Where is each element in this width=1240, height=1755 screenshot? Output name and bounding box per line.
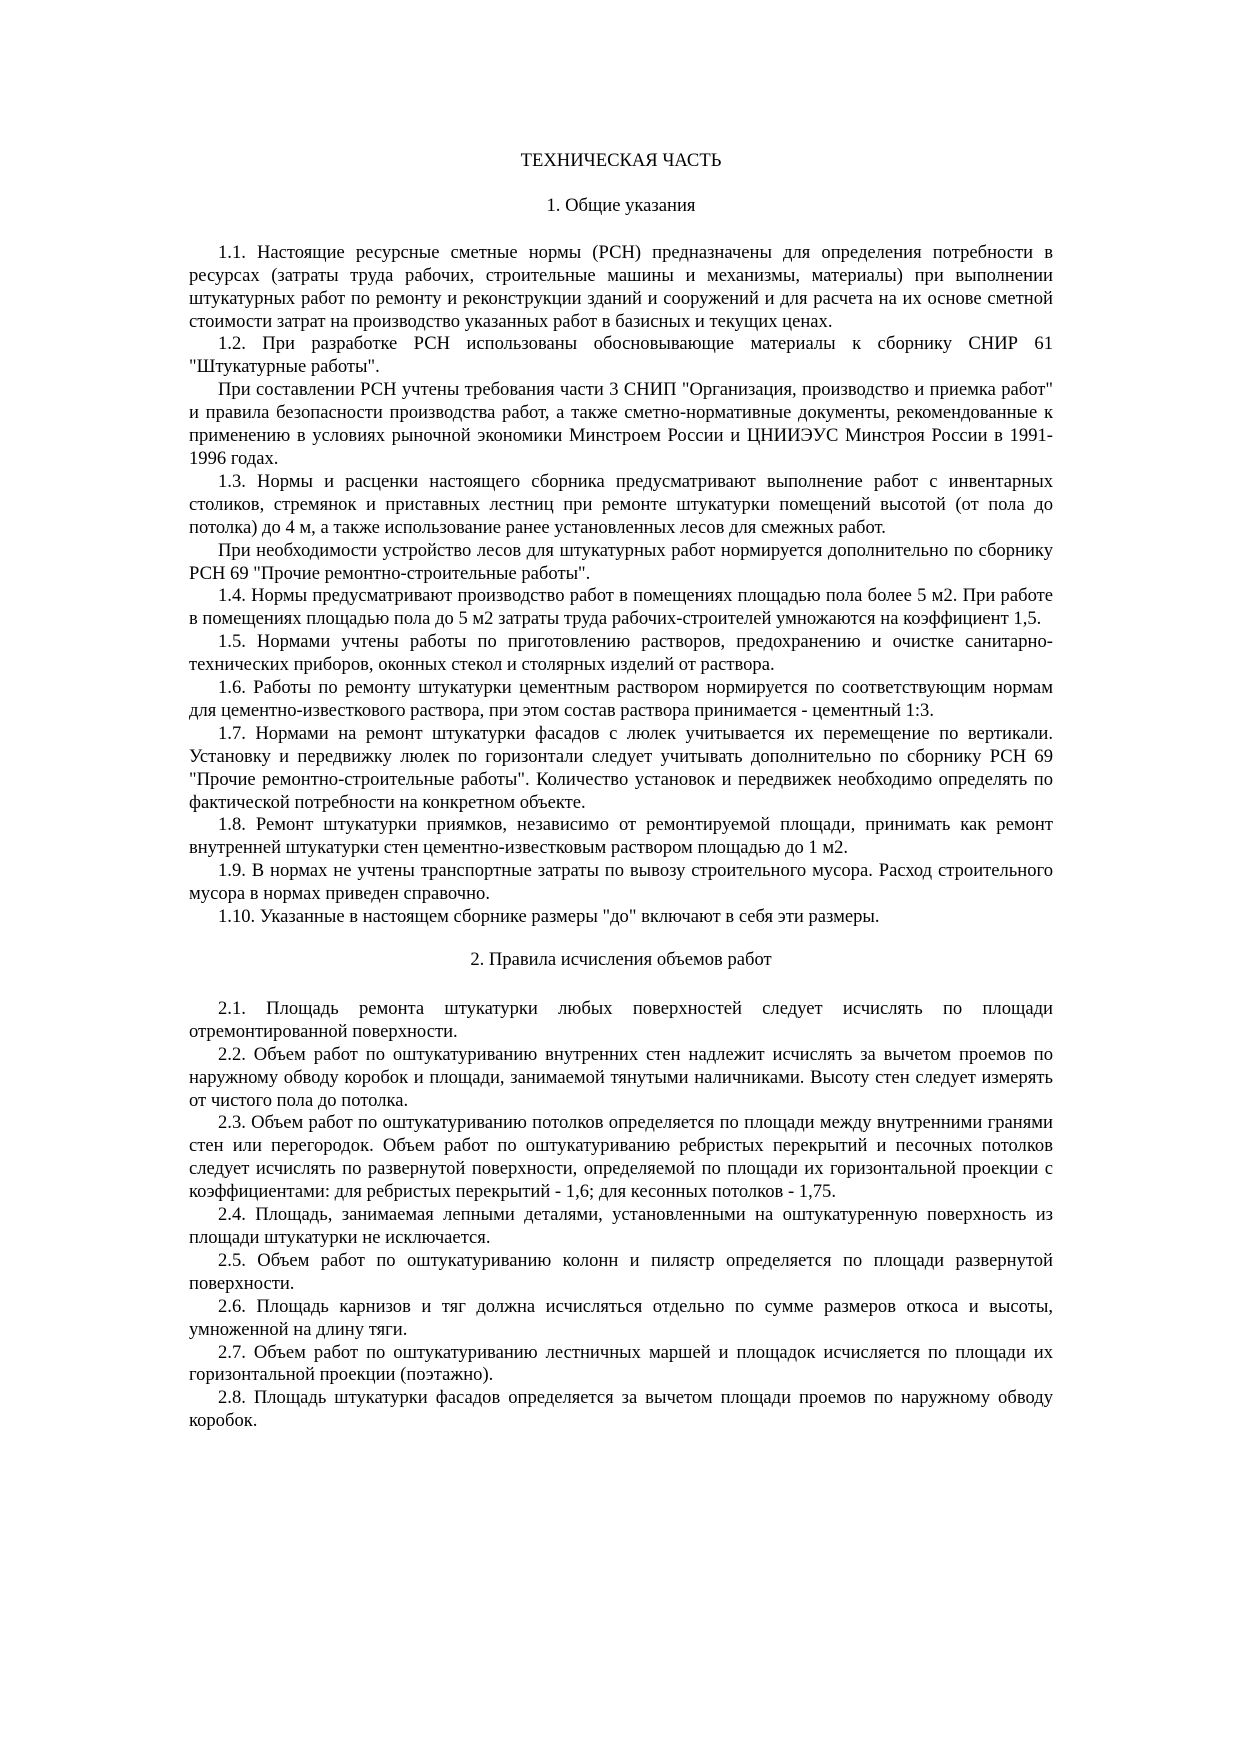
paragraph-1-6: 1.6. Работы по ремонту штукатурки цементным раствором нормируется по соответствующим нормам для цементно-известкового раствора, при этом состав раствора принимается - цементный 1:3.	[189, 677, 1053, 721]
paragraph-1-2: 1.2. При разработке РСН использованы обосновывающие материалы к сборнику СНИР 61 "Штукатурные работы".	[189, 333, 1053, 378]
paragraph-1-3-cont: При необходимости устройство лесов для штукатурных работ нормируется дополнительно по сборнику РСН 69 "Прочие ремонтно-строительные работы".	[189, 539, 1053, 584]
paragraph-1-9: 1.9. В нормах не учтены транспортные затраты по вывозу строительного мусора. Расход строительного мусора в нормах приведен справочно.	[189, 860, 1053, 905]
paragraph-2-2: 2.2. Объем работ по оштукатуриванию внутренних стен надлежит исчислять за вычетом проемов по наружному обводу коробок и площади, занимаемой тянутыми наличниками. Высоту стен следует измерять от чистого пола до потолка.	[189, 1043, 1053, 1111]
paragraph-1-10: 1.10. Указанные в настоящем сборнике размеры "до" включают в себя эти размеры.	[218, 906, 880, 928]
paragraph-2-4: 2.4. Площадь, занимаемая лепными деталями, установленными на оштукатуренную поверхность из площади штукатурки не исключается.	[189, 1204, 1053, 1248]
paragraph-2-6: 2.6. Площадь карнизов и тяг должна исчисляться отдельно по сумме размеров откоса и высоты, умноженной на длину тяги.	[189, 1295, 1053, 1340]
paragraph-1-7: 1.7. Нормами на ремонт штукатурки фасадов с люлек учитывается их перемещение по вертикали. Установку и передвижку люлек по горизонтали следует учитывать дополнительно по сборнику РСН 69 "Прочие ремонтно-строительные работы". Количество установок и передвижек необходимо определять по фактической потребности на конкретном объекте.	[189, 722, 1053, 813]
section-heading-general: 1. Общие указания	[546, 194, 696, 216]
paragraph-1-2-cont: При составлении РСН учтены требования части 3 СНИП "Организация, производство и приемка работ" и правила безопасности производства работ, а также сметно-нормативные документы, рекомендованные к применению в условиях рыночной экономики Минстроем России и ЦНИИЭУС Минстроя России в 1991-1996 годах.	[189, 379, 1053, 469]
document-page	[189, 150, 1053, 1433]
paragraph-2-1: 2.1. Площадь ремонта штукатурки любых поверхностей следует исчислять по площади отремонтированной поверхности.	[189, 997, 1053, 1042]
paragraph-1-1: 1.1. Настоящие ресурсные сметные нормы (РСН) предназначены для определения потребности в ресурсах (затраты труда рабочих, строительные машины и механизмы, материалы) при выполнении штукатурных работ по ремонту и реконструкции зданий и сооружений и для расчета на их основе сметной стоимости затрат на производство указанных работ в базисных и текущих ценах.	[189, 241, 1053, 332]
paragraph-1-5: 1.5. Нормами учтены работы по приготовлению растворов, предохранению и очистке санитарно-технических приборов, оконных стекол и столярных изделий от раствора.	[189, 631, 1053, 676]
paragraph-1-3: 1.3. Нормы и расценки настоящего сборника предусматривают выполнение работ с инвентарных столиков, стремянок и приставных лестниц при ремонте штукатурки помещений высотой (от пола до потолка) до 4 м, а также использование ранее установленных лесов для смежных работ.	[189, 470, 1053, 538]
section-heading-volume-rules: 2. Правила исчисления объемов работ	[470, 949, 772, 970]
paragraph-2-3: 2.3. Объем работ по оштукатуриванию потолков определяется по площади между внутренними гранями стен или перегородок. Объем работ по оштукатуриванию ребристых перекрытий и песочных потолков следует исчислять по развернутой поверхности, определяемой по площади их горизонтальной проекции с коэффициентами: для ребристых перекрытий - 1,6; для кесонных потолков - 1,75.	[189, 1112, 1053, 1203]
paragraph-1-4: 1.4. Нормы предусматривают производство работ в помещениях площадью пола более 5 м2. При работе в помещениях площадью пола до 5 м2 затраты труда рабочих-строителей умножаются на коэффициент 1,5.	[189, 585, 1053, 630]
paragraph-2-8: 2.8. Площадь штукатурки фасадов определяется за вычетом площади проемов по наружному обводу коробок.	[189, 1387, 1053, 1432]
paragraph-1-8: 1.8. Ремонт штукатурки приямков, независимо от ремонтируемой площади, принимать как ремонт внутренней штукатурки стен цементно-известковым раствором площадью до 1 м2.	[189, 814, 1053, 859]
paragraph-2-7: 2.7. Объем работ по оштукатуриванию лестничных маршей и площадок исчисляется по площади их горизонтальной проекции (поэтажно).	[189, 1341, 1053, 1386]
document-title: ТЕХНИЧЕСКАЯ ЧАСТЬ	[520, 150, 722, 171]
paragraph-2-5: 2.5. Объем работ по оштукатуриванию колонн и пилястр определяется по площади развернутой поверхности.	[189, 1249, 1053, 1294]
